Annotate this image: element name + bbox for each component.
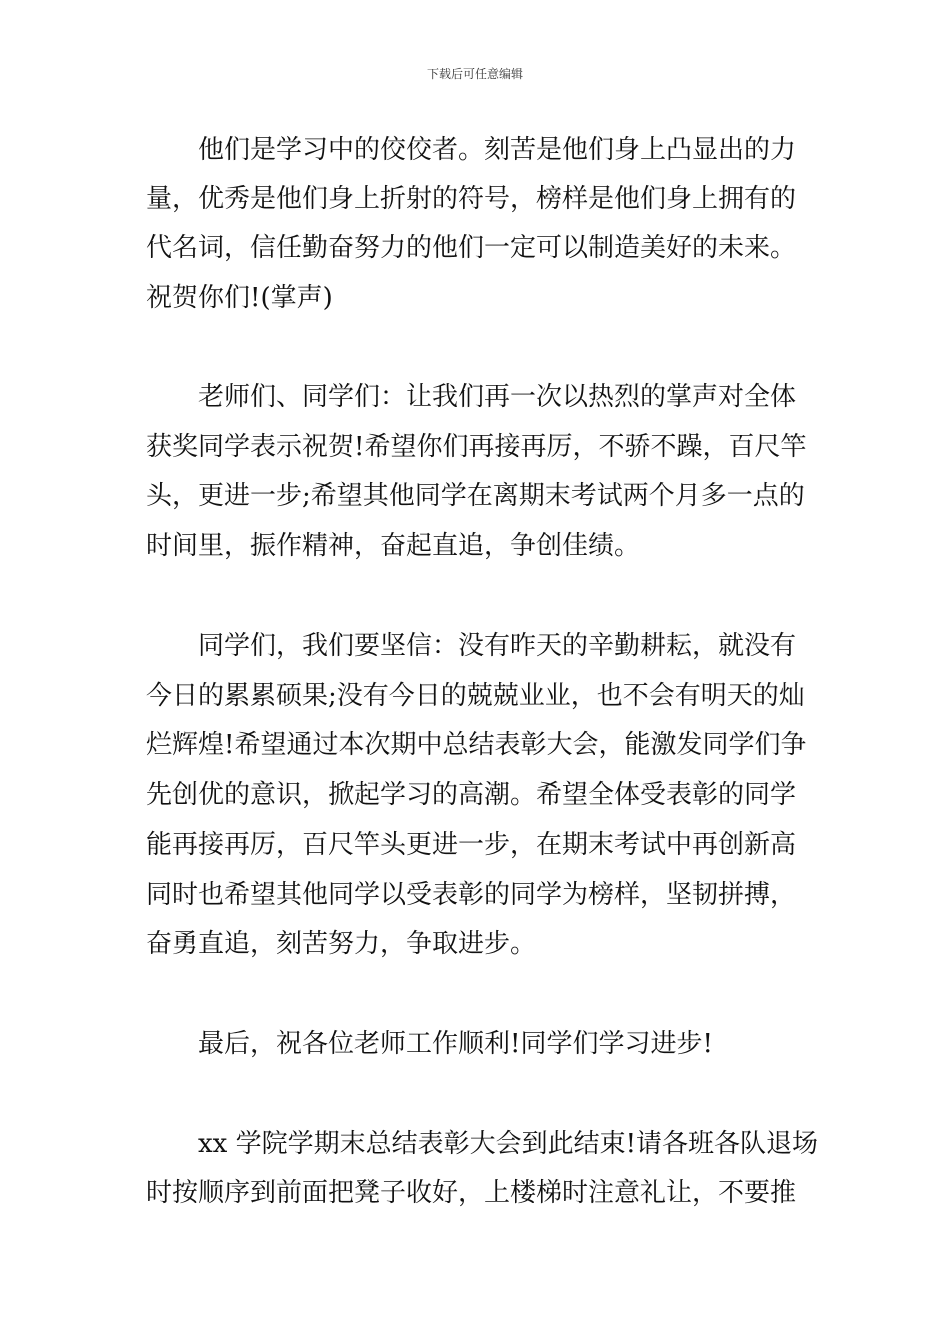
text-line: 老师们、同学们：让我们再一次以热烈的掌声对全体 bbox=[198, 382, 797, 412]
text-line: 同时也希望其他同学以受表彰的同学为榜样，坚韧拼搏， bbox=[146, 880, 797, 910]
text-line: 奋勇直追，刻苦努力，争取进步。 bbox=[146, 929, 537, 959]
text-line: 代名词，信任勤奋努力的他们一定可以制造美好的未来。 bbox=[146, 233, 797, 263]
text-line: 头，更进一步;希望其他同学在离期末考试两个月多一点的 bbox=[146, 481, 805, 511]
text-line: 时按顺序到前面把凳子收好，上楼梯时注意礼让，不要推 bbox=[146, 1178, 797, 1208]
text-line: 获奖同学表示祝贺!希望你们再接再厉，不骄不躁，百尺竿 bbox=[146, 432, 807, 462]
text-line: 同学们，我们要坚信：没有昨天的辛勤耕耘，就没有 bbox=[198, 631, 797, 661]
text-line: 能再接再厉，百尺竿头更进一步，在期末考试中再创新高 bbox=[146, 830, 797, 860]
text-line: 今日的累累硕果;没有今日的兢兢业业，也不会有明天的灿 bbox=[146, 681, 805, 711]
text-line: 祝贺你们!(掌声) bbox=[146, 283, 333, 313]
text-line: 时间里，振作精神，奋起直追，争创佳绩。 bbox=[146, 531, 641, 561]
text-line: 最后，祝各位老师工作顺利!同学们学习进步! bbox=[198, 1029, 713, 1059]
text-line: 烂辉煌!希望通过本次期中总结表彰大会，能激发同学们争 bbox=[146, 730, 807, 760]
text-line: xx 学院学期末总结表彰大会到此结束!请各班各队退场 bbox=[198, 1129, 819, 1159]
text-line: 先创优的意识，掀起学习的高潮。希望全体受表彰的同学 bbox=[146, 780, 797, 810]
text-line: 他们是学习中的佼佼者。刻苦是他们身上凸显出的力 bbox=[198, 135, 797, 165]
page-header: 下载后可任意编辑 bbox=[426, 67, 523, 81]
text-line: 量，优秀是他们身上折射的符号，榜样是他们身上拥有的 bbox=[146, 184, 797, 214]
